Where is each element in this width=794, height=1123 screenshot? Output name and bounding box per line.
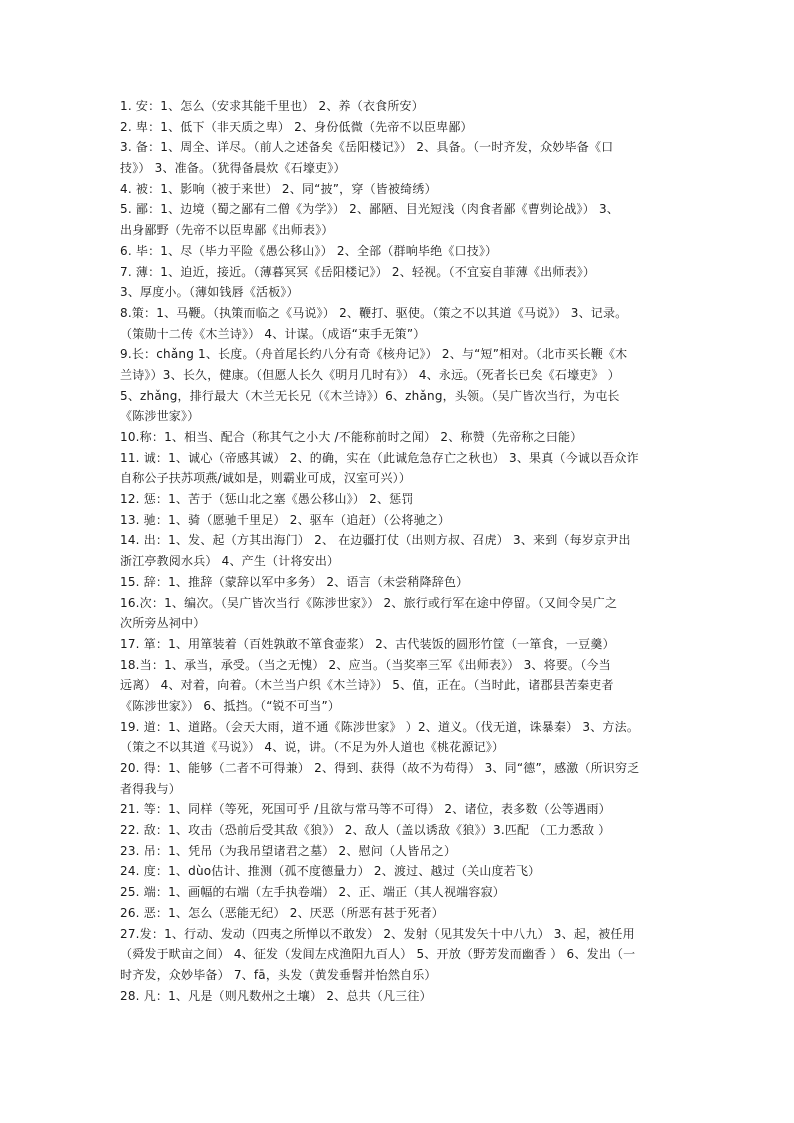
text-line: 17. 箪：1、用箪装着（百姓孰敢不箪食壶浆） 2、古代装饭的圆形竹筐（一箪食，一豆羹） <box>120 636 615 651</box>
text-line: 22. 敌：1、攻击（恐前后受其敌《狼》） 2、敌人（盖以诱敌《狼》）3.匹配 （工力悉敌 ） <box>120 823 611 838</box>
text-line: 2. 卑：1、低下（非天质之卑） 2、身份低微（先帝不以臣卑鄙） <box>120 119 473 134</box>
text-line: 13. 驰：1、骑（愿驰千里足） 2、驱车（追赶）（公将驰之） <box>120 512 451 527</box>
text-line: 18.当：1、承当，承受。（当之无愧） 2、应当。（当奖率三军《出师表》） 3、将要。（今当 <box>120 657 611 672</box>
text-line: 远离） 4、对着，向着。（木兰当户织《木兰诗》） 5、值，正在。（当时此，诸郡县苦秦吏者 <box>120 678 614 693</box>
text-line: 15. 辞：1、推辞（蒙辞以军中多务） 2、语言（未尝稍降辞色） <box>120 574 469 589</box>
text-line: 5、zhǎng，排行最大（木兰无长兄（《木兰诗》）6、zhǎng，头领。（吴广皆次当行，为屯长 <box>120 388 620 403</box>
text-line: （策之不以其道《马说》） 4、说，讲。（不足为外人道也《桃花源记》） <box>120 740 505 755</box>
document-body <box>120 96 680 1006</box>
text-line: 8.策：1、马鞭。（执策而临之《马说》） 2、鞭打、驱使。（策之不以其道《马说》） 3、记录。 <box>120 305 628 320</box>
text-line: （策勋十二传《木兰诗》） 4、计谋。（成语“束手无策”） <box>120 326 426 341</box>
text-line: 时齐发，众妙毕备） 7、fā，头发（黄发垂髫并怡然自乐） <box>120 967 437 982</box>
text-line: 27.发：1、行动、发动（四夷之所惮以不敢发） 2、发射（见其发矢十中八九） 3、起，被任用 <box>120 926 635 941</box>
text-line: 25. 端：1、画幅的右端（左手执卷端） 2、正、端正（其人视端容寂） <box>120 885 505 900</box>
text-line: （舜发于畎亩之间） 4、征发（发闾左戍渔阳九百人） 5、开放（野芳发而幽香 ） 6、发出（一 <box>120 947 636 962</box>
text-line: 出身鄙野（先帝不以臣卑鄙《出师表》） <box>120 223 334 238</box>
text-line: 24. 度：1、dùo估计、推测（孤不度德量力） 2、渡过、越过（关山度若飞） <box>120 864 541 879</box>
text-line: 《陈涉世家》） 6、抵挡。（“锐不可当”） <box>120 698 341 713</box>
text-line: 4. 被：1、影响（被于来世） 2、同“披”，穿（皆被绮绣） <box>120 181 437 196</box>
text-line: 9.长：chǎng 1、长度。（舟首尾长约八分有奇《核舟记》） 2、与“短”相对。（北市买长鞭《木 <box>120 347 628 362</box>
text-line: 3. 备：1、周全、详尽。（前人之述备矣《岳阳楼记》） 2、具备。（一时齐发，众妙毕备《口 <box>120 140 614 155</box>
text-line: 者得我与） <box>120 781 182 796</box>
text-line: 16.次：1、编次。（吴广皆次当行《陈涉世家》） 2、旅行或行军在途中停留。（又间令吴广之 <box>120 595 618 610</box>
text-line: 3、厚度小。（薄如钱唇《活板》） <box>120 285 299 300</box>
text-line: 6. 毕：1、尽（毕力平险《愚公移山》） 2、全部（群响毕绝《口技》） <box>120 243 498 258</box>
text-line: 21. 等：1、同样（等死，死国可乎 /且欲与常马等不可得） 2、诸位，表多数（公等遇雨） <box>120 802 611 817</box>
text-line: 自称公子扶苏项燕/诚如是，则霸业可成，汉室可兴）） <box>120 471 412 486</box>
text-line: 14. 出：1、发、起（方其出海门） 2、 在边疆打仗（出则方叔、召虎） 3、来到（每岁京尹出 <box>120 533 631 548</box>
text-line: 技》） 3、准备。（犹得备晨炊《石壕吏》） <box>120 161 346 176</box>
text-line: 23. 吊：1、凭吊（为我吊望诸君之墓） 2、慰问（人皆吊之） <box>120 843 457 858</box>
text-line: 《陈涉世家》） <box>120 409 200 424</box>
text-line: 7. 薄：1、迫近，接近。（薄暮冥冥《岳阳楼记》） 2、轻视。（不宜妄自菲薄《出师表》） <box>120 264 596 279</box>
text-line: 12. 惩：1、苦于（惩山北之塞《愚公移山》） 2、惩罚 <box>120 492 414 507</box>
text-line: 兰诗》）3、长久，健康。（但愿人长久《明月几时有》） 4、永远。（死者长已矣《石壕吏》 ） <box>120 367 620 382</box>
text-line: 次所旁丛祠中） <box>120 616 206 631</box>
text-line: 20. 得：1、能够（二者不可得兼） 2、得到、获得（故不为苟得） 3、同“德”，感激（所识穷乏 <box>120 761 640 775</box>
text-line: 5. 鄙：1、边境（蜀之鄙有二僧《为学》） 2、鄙陋、目光短浅（肉食者鄙《曹刿论战》） 3、 <box>120 202 620 217</box>
text-line: 19. 道：1、道路。（会天大雨，道不通《陈涉世家》 ）2、道义。（伐无道，诛暴秦） 3、方法。 <box>120 719 640 734</box>
text-line: 10.称：1、相当、配合（称其气之小大 /不能称前时之闻） 2、称赞（先帝称之曰能） <box>120 430 583 444</box>
text-line: 26. 恶：1、怎么（恶能无纪） 2、厌恶（所恶有甚于死者） <box>120 905 444 920</box>
text-line: 浙江亭教阅水兵） 4、产生（计将安出） <box>120 554 340 569</box>
text-line: 11. 诚：1、诚心（帝感其诚） 2、的确，实在（此诚危急存亡之秋也） 3、果真（今诚以吾众诈 <box>120 450 639 465</box>
text-line: 28. 凡：1、凡是（则凡数州之土壤） 2、总共（凡三往） <box>120 988 432 1003</box>
text-line: 1. 安：1、怎么（安求其能千里也） 2、养（衣食所安） <box>120 99 424 113</box>
